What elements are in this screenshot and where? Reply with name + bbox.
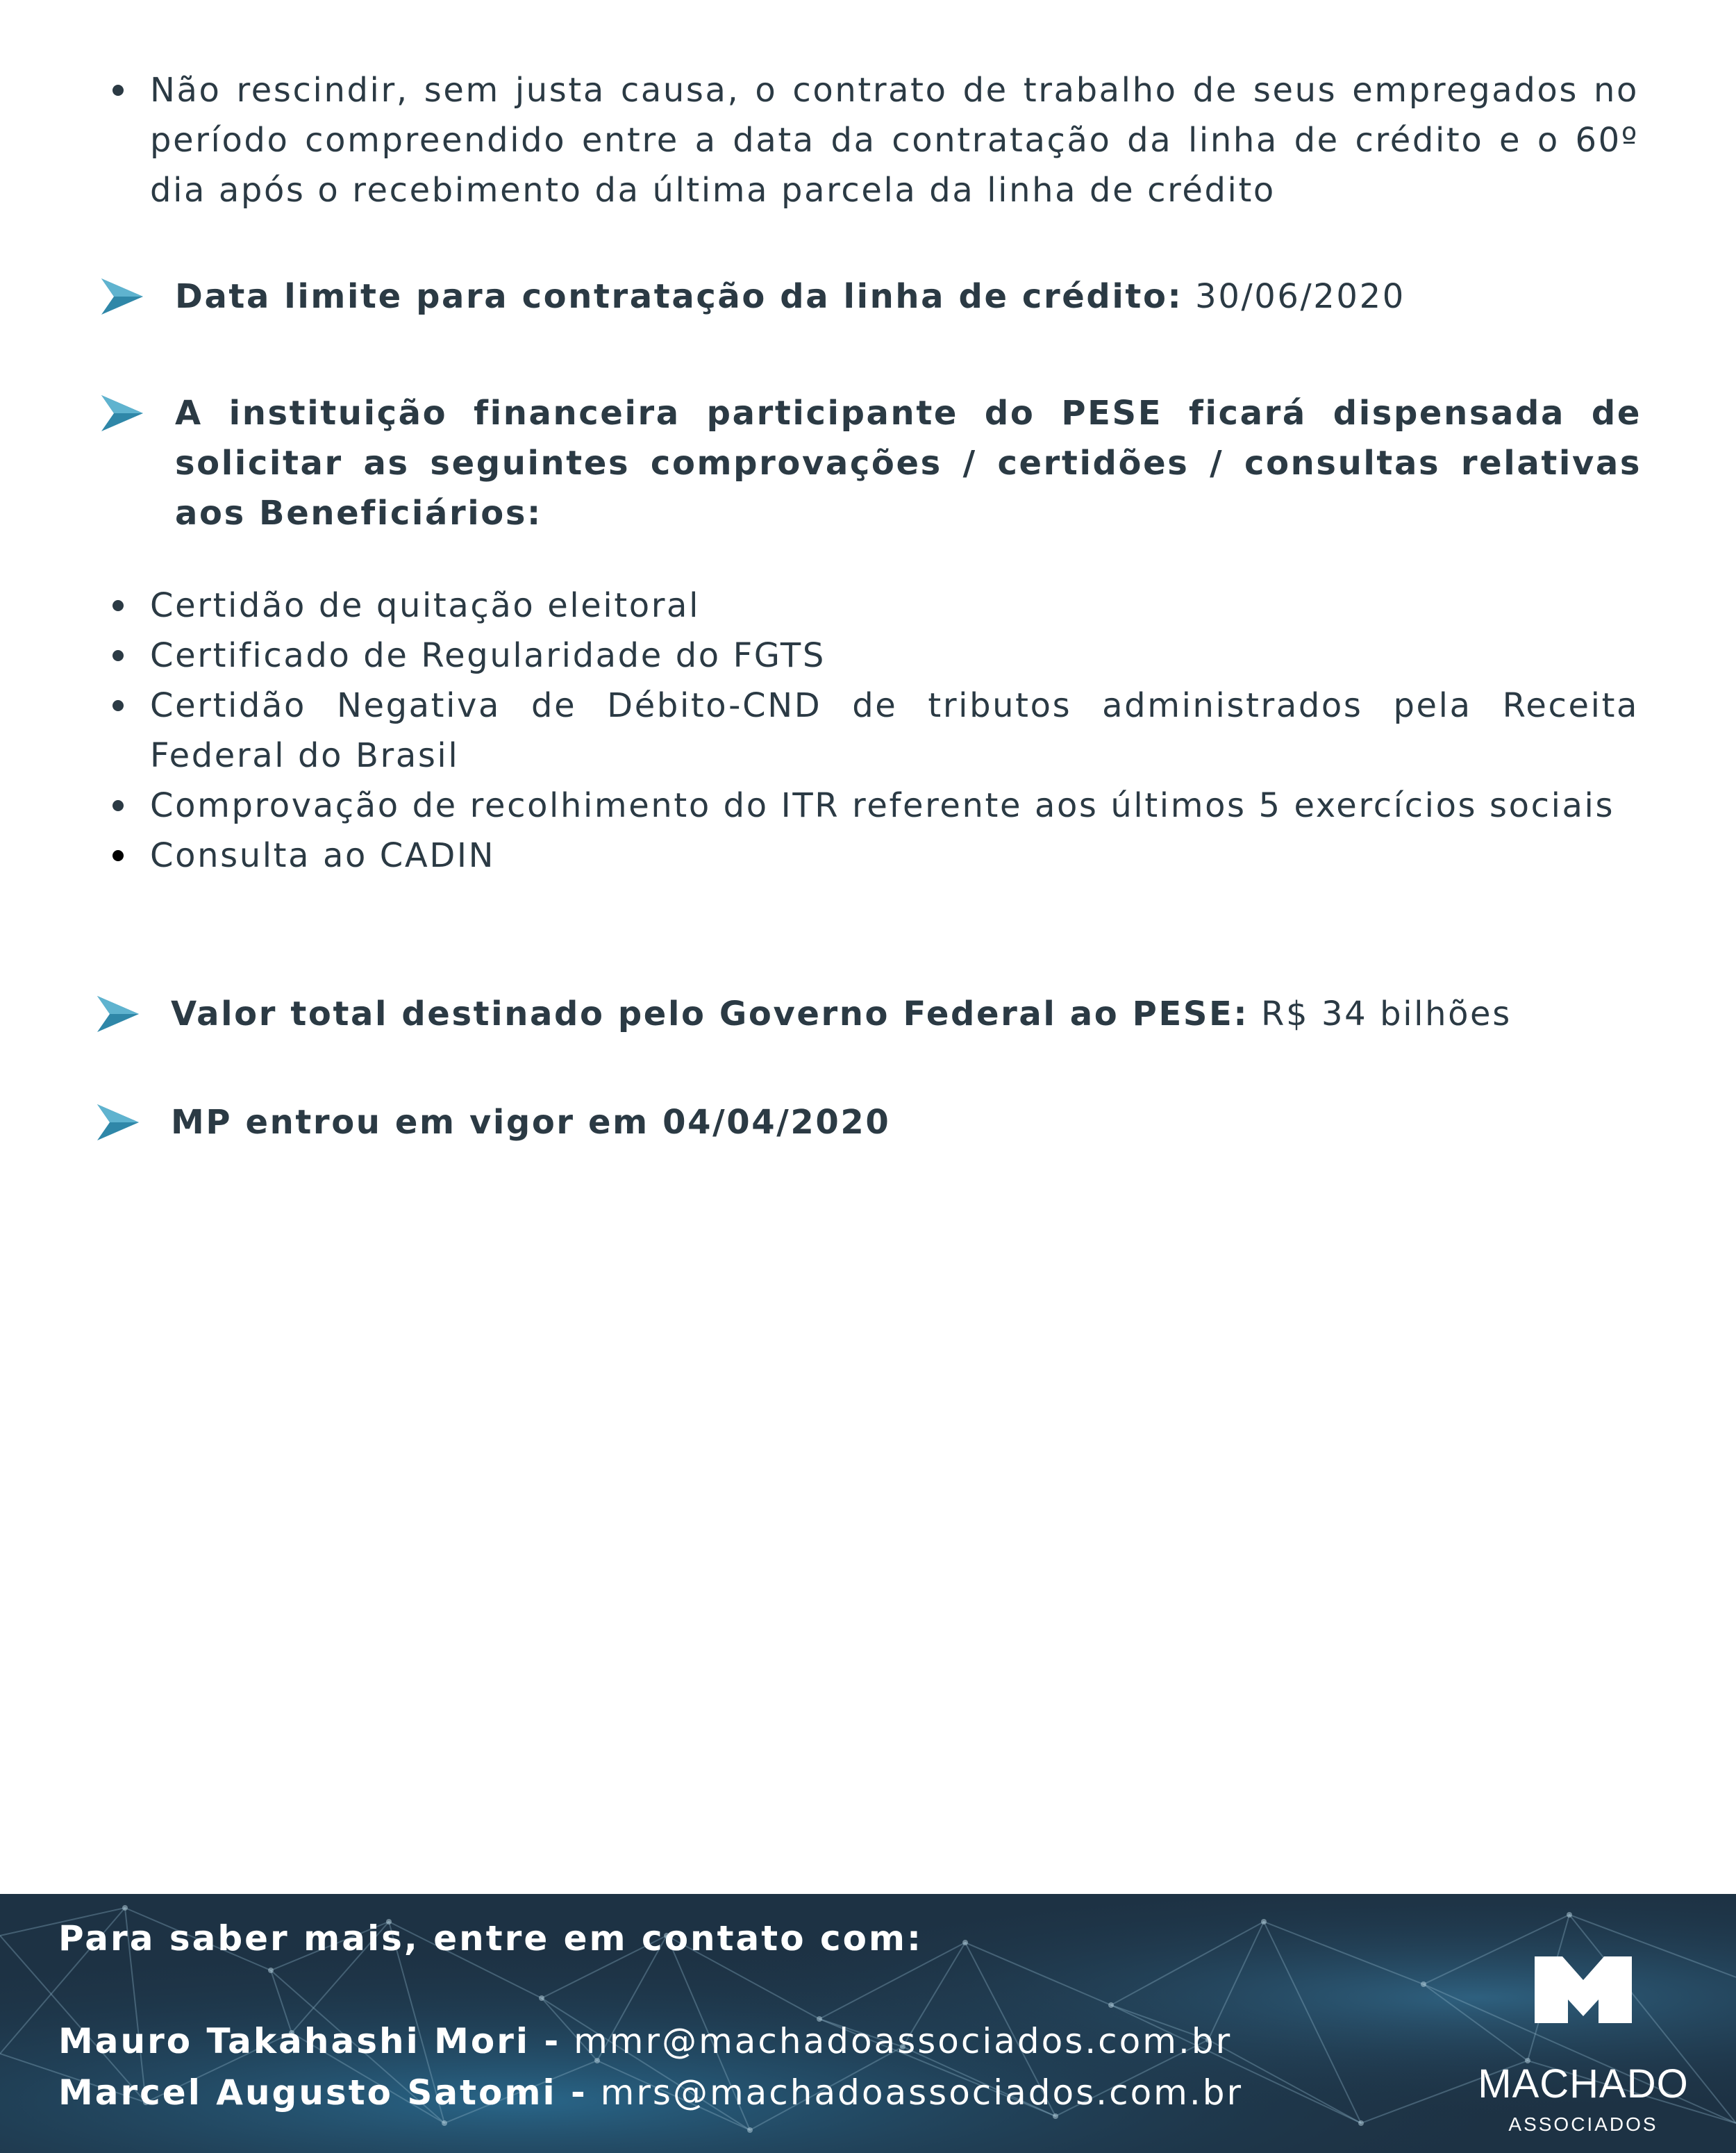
contact-row (58, 2068, 1243, 2118)
mp-effective-text: MP entrou em vigor em 04/04/2020 (171, 1103, 891, 1142)
list-item-text: Consulta ao CADIN (150, 836, 496, 875)
bullet-icon (112, 850, 124, 861)
list-item (104, 681, 1639, 781)
bullet-icon (112, 600, 124, 611)
exemption-item (175, 388, 1642, 538)
arrow-icon (94, 1103, 140, 1142)
contact-email[interactable]: mrs@machadoassociados.com.br (587, 2072, 1244, 2113)
total-value-item (171, 989, 1636, 1039)
list-item (104, 581, 1639, 631)
requirements-list (104, 65, 1639, 215)
contact-row (58, 2016, 1232, 2066)
logo-mark-icon (1535, 1956, 1632, 2023)
contact-name: Marcel Augusto Satomi - (58, 2072, 587, 2113)
list-item-text: Certidão Negativa de Débito-CND de tributos administrados pela Receita Federal do Brasil (150, 686, 1639, 775)
contact-heading: Para saber mais, entre em contato com: (58, 1918, 924, 1959)
arrow-icon (99, 277, 144, 316)
list-item-text: Comprovação de recolhimento do ITR referente aos últimos 5 exercícios sociais (150, 786, 1615, 825)
mp-effective-item (171, 1097, 1636, 1147)
list-item-text: Não rescindir, sem justa causa, o contrato de trabalho de seus empregados no período compreendido entre a data da contratação da linha de crédito e o 60º dia após o recebimento da última parcela da linha de crédito (150, 71, 1639, 210)
logo-brand: MACHADO (1478, 2061, 1689, 2106)
list-item-text: Certidão de quitação eleitoral (150, 586, 700, 625)
list-item-text: Certificado de Regularidade do FGTS (150, 636, 826, 675)
bullet-icon (112, 650, 124, 661)
total-value-label: Valor total destinado pelo Governo Federal ao PESE: (171, 995, 1249, 1033)
deadline-item (175, 272, 1640, 322)
arrow-icon (99, 394, 144, 433)
bullet-icon (112, 800, 124, 811)
contact-email[interactable]: mmr@machadoassociados.com.br (560, 2021, 1233, 2061)
total-value-amount: R$ 34 bilhões (1249, 995, 1512, 1033)
list-item (104, 831, 1639, 881)
machado-logo (1472, 1956, 1694, 2144)
contact-footer (0, 1894, 1736, 2153)
arrow-icon (94, 995, 140, 1033)
bullet-icon (112, 700, 124, 711)
list-item (104, 631, 1639, 681)
exemption-list (104, 581, 1639, 881)
list-item (104, 781, 1639, 831)
bullet-icon (112, 85, 124, 96)
logo-subtitle: ASSOCIADOS (1508, 2113, 1658, 2135)
exemption-text: A instituição financeira participante do PESE ficará dispensada de solicitar as seguintes comprovações / certidões / consultas relativas aos Beneficiários: (175, 394, 1642, 533)
contact-name: Mauro Takahashi Mori - (58, 2021, 561, 2061)
deadline-label: Data limite para contratação da linha de crédito: (175, 277, 1183, 316)
list-item (104, 65, 1639, 215)
deadline-value: 30/06/2020 (1183, 277, 1405, 316)
